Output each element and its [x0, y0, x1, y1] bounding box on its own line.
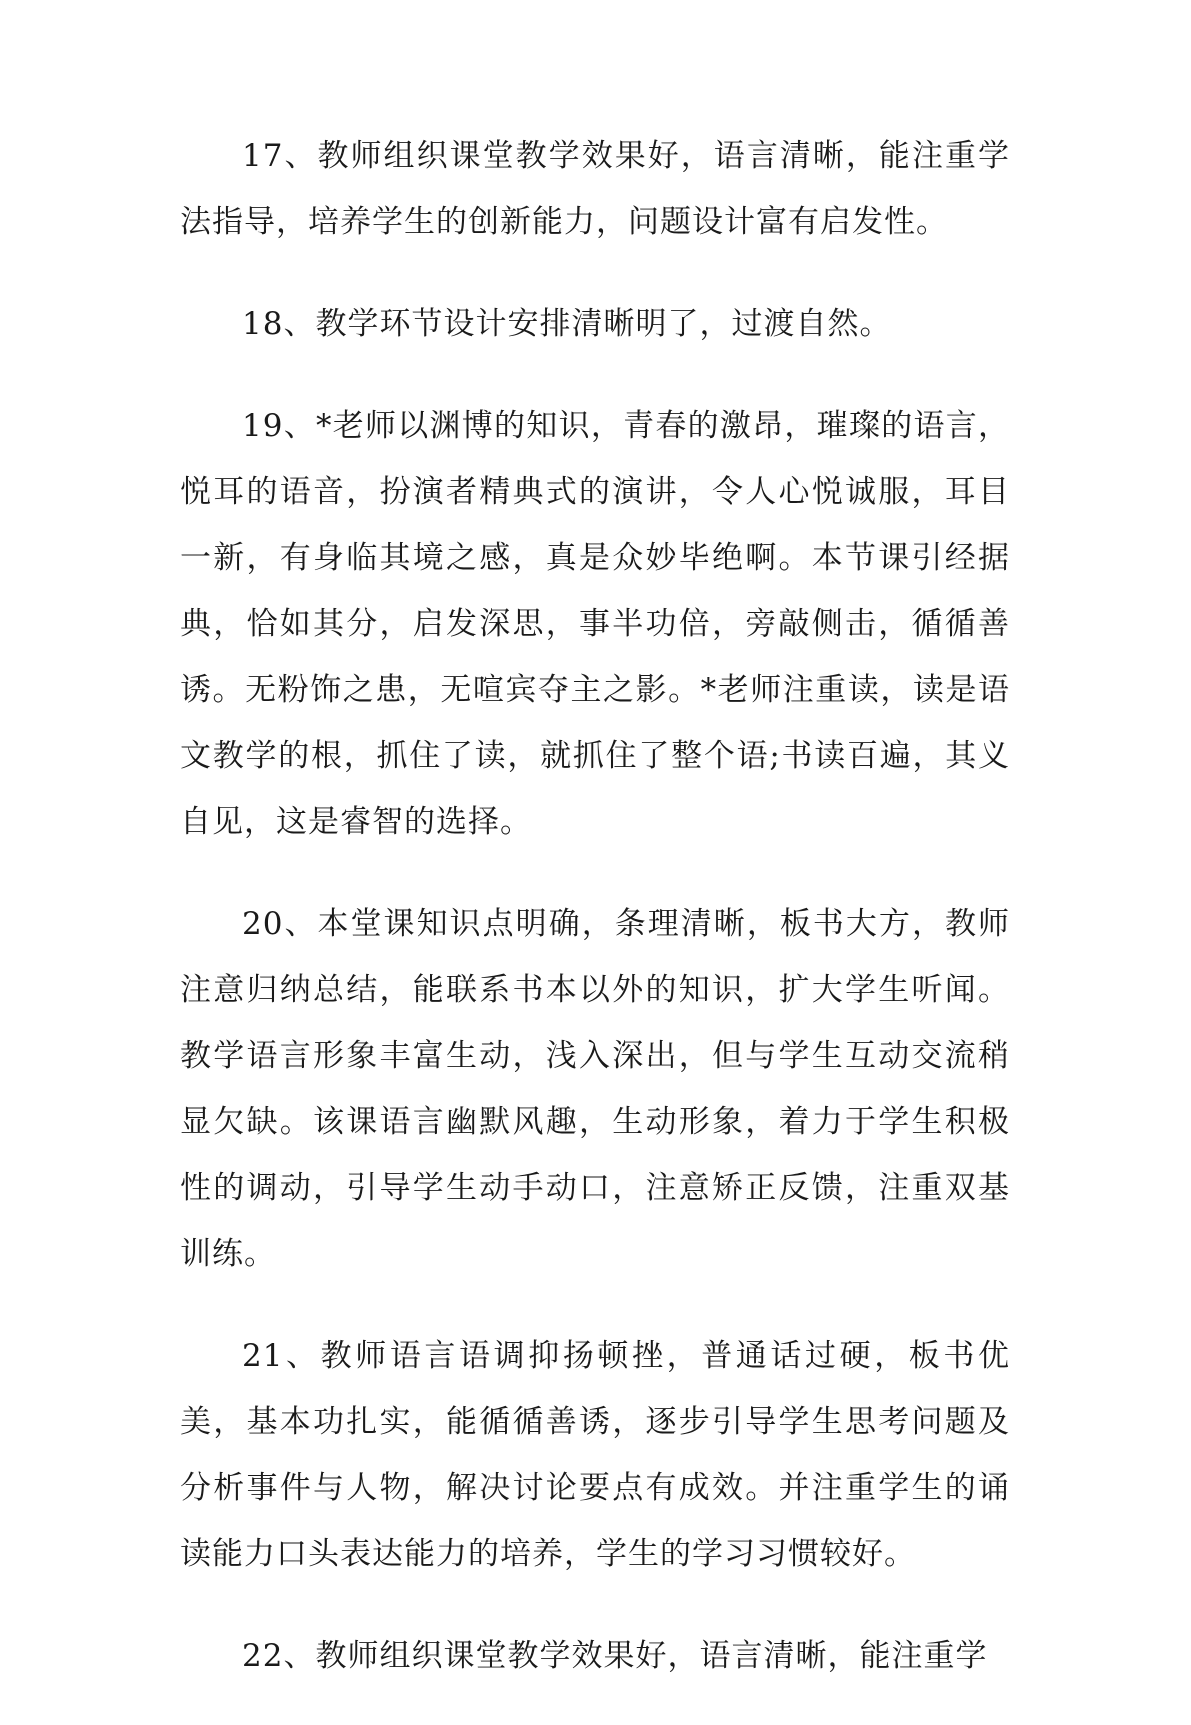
paragraph-20: 20、本堂课知识点明确，条理清晰，板书大方，教师注意归纳总结，能联系书本以外的知识，扩大学生听闻。教学语言形象丰富生动，浅入深出，但与学生互动交流稍显欠缺。该课语言幽默风趣，生动形象，着力于学生积极性的调动，引导学生动手动口，注意矫正反馈，注重双基训练。	[180, 906, 1010, 1272]
paragraph-18: 18、教学环节设计安排清晰明了，过渡自然。	[242, 306, 892, 342]
paragraph-17: 17、教师组织课堂教学效果好，语言清晰，能注重学法指导，培养学生的创新能力，问题设计富有启发性。	[180, 138, 1010, 240]
paragraph-19: 19、*老师以渊博的知识，青春的激昂，璀璨的语言，悦耳的语音，扮演者精典式的演讲，令人心悦诚服，耳目一新，有身临其境之感，真是众妙毕绝啊。本节课引经据典，恰如其分，启发深思，事半功倍，旁敲侧击，循循善诱。无粉饰之患，无喧宾夺主之影。*老师注重读，读是语文教学的根，抓住了读，就抓住了整个语;书读百遍，其义自见，这是睿智的选择。	[180, 408, 1010, 840]
paragraph-22: 22、教师组织课堂教学效果好，语言清晰，能注重学	[242, 1638, 988, 1674]
document-body	[180, 123, 1010, 1725]
paragraph-21: 21、教师语言语调抑扬顿挫，普通话过硬，板书优美，基本功扎实，能循循善诱，逐步引导学生思考问题及分析事件与人物，解决讨论要点有成效。并注重学生的诵读能力口头表达能力的培养，学生的学习习惯较好。	[180, 1338, 1010, 1572]
